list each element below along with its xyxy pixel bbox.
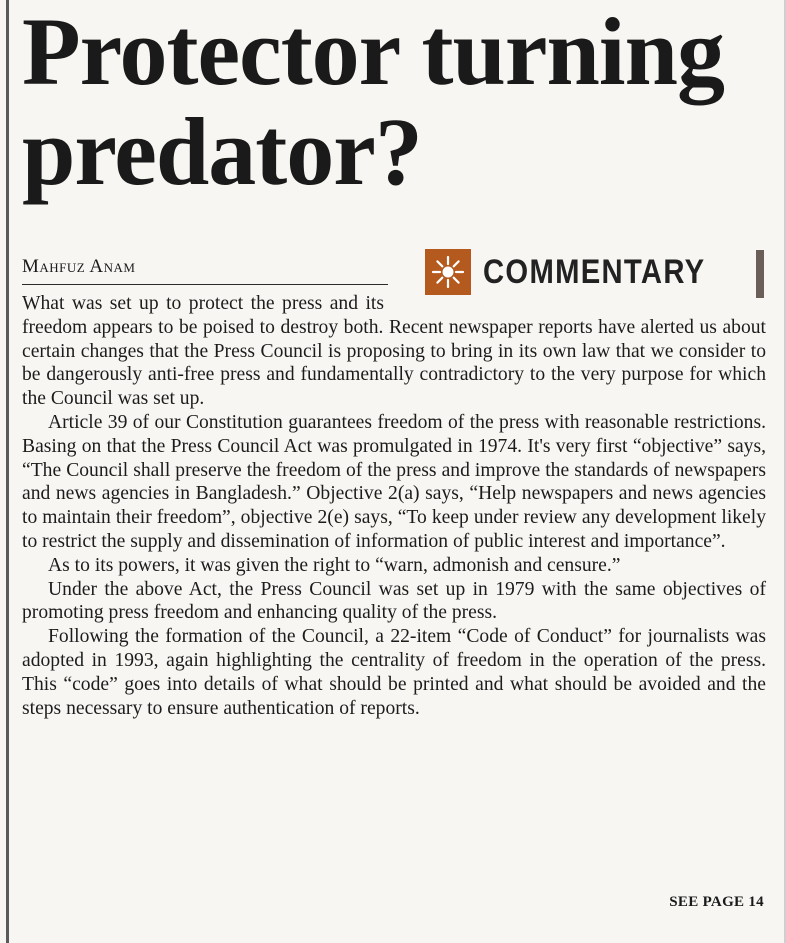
paragraph: Under the above Act, the Press Council was set up in 1979 with the same objectives of promoting press freedom and enhancing quality of the press. <box>22 578 766 624</box>
paragraph: What was set up to protect the press and its freedom appears to be poised to destroy both. Recent newspaper reports have alerted us about certain changes that the Press Council is proposing to bring in its own law that we consider to be dangerously anti-free press and fundamentally contradictory to the very purpose for which the Council was set up. <box>22 293 766 410</box>
continuation-link[interactable]: SEE PAGE 14 <box>669 894 764 910</box>
headline: Protector turning predator? <box>22 0 724 205</box>
paragraph: Following the formation of the Council, a 22-item “Code of Conduct” for journalists was adopted in 1993, again highlighting the centrality of freedom in the operation of the press. This “code” goes into details of what should be printed and what should be avoided and the steps necessary to ensure authentication of reports. <box>22 626 766 719</box>
sun-icon <box>425 249 471 295</box>
article-body <box>22 292 766 720</box>
byline: Mahfuz Anam <box>22 256 388 285</box>
section-label-text: COMMENTARY <box>483 252 706 291</box>
column-rule <box>6 0 9 943</box>
section-label <box>425 248 742 296</box>
section-label-space <box>384 292 766 314</box>
section-marker <box>756 250 764 298</box>
paragraph: As to its powers, it was given the right to “warn, admonish and censure.” <box>48 554 621 576</box>
paragraph: Article 39 of our Constitution guarantees freedom of the press with reasonable restrictions. Basing on that the Press Council Act was promulgated in 1974. It's very first “objective” says, “The Council shall preserve the freedom of the press and improve the standards of newspapers and news agencies in Bangladesh.” Objective 2(a) says, “Help newspapers and news agencies to maintain their freedom”, objective 2(e) says, “To keep under review any development likely to restrict the supply and dissemination of information of public interest and importance”. <box>22 411 766 552</box>
